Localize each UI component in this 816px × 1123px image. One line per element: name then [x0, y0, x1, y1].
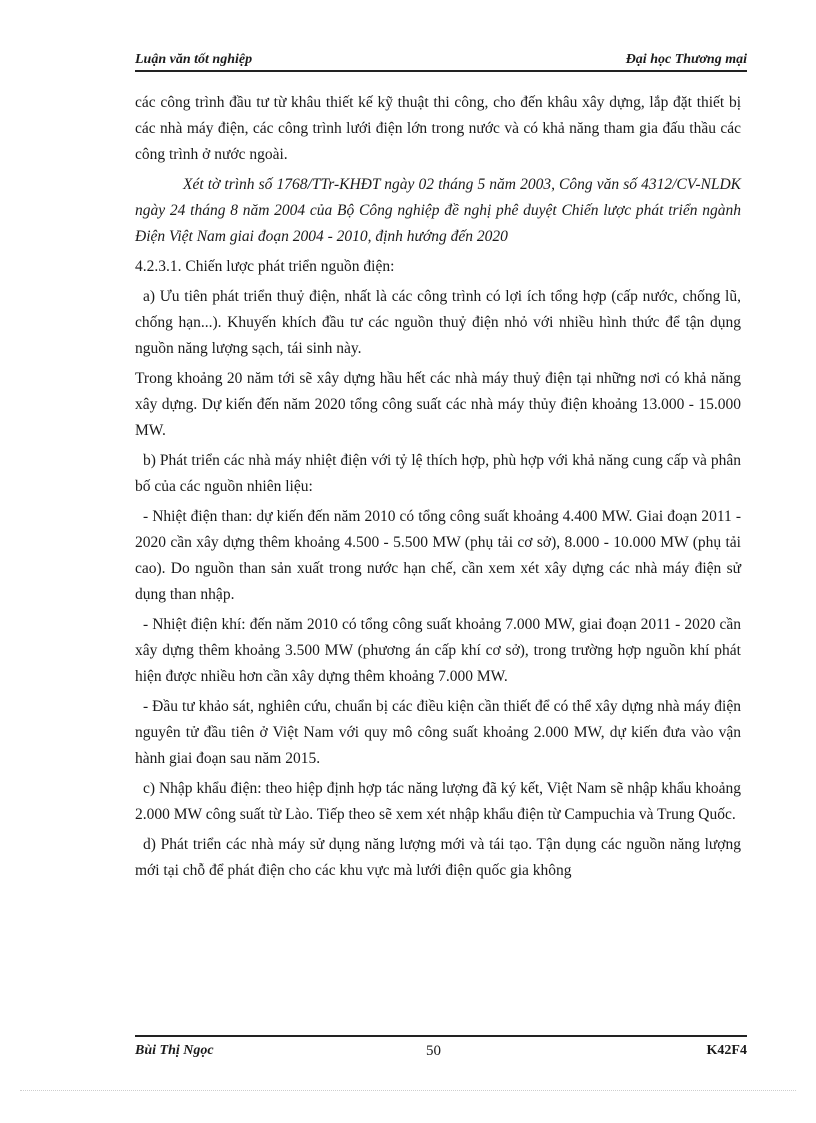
section-heading-4-2-3-1: 4.2.3.1. Chiến lược phát triển nguồn điện: [135, 258, 395, 275]
page-header [135, 50, 747, 72]
page-footer [135, 1035, 747, 1059]
paragraph-intro-continuation: các công trình đầu tư từ khâu thiết kế kỹ thuật thi công, cho đến khâu xây dựng, lắp đặt thiết bị các nhà máy điện, các công trình lưới điện lớn trong nước và có khả năng tham gia đấu thầu các công trình ở nước ngoài. [135, 94, 741, 163]
paragraph-nuclear: - Đầu tư khảo sát, nghiên cứu, chuẩn bị các điều kiện cần thiết để có thể xây dựng nhà máy điện nguyên tử đầu tiên ở Việt Nam với quy mô công suất khoảng 2.000 MW, dự kiến đưa vào vận hành giai đoạn sau năm 2015. [135, 698, 741, 767]
footer-class-code: K42F4 [706, 1043, 747, 1058]
paragraph-item-d: d) Phát triển các nhà máy sử dụng năng lượng mới và tái tạo. Tận dụng các nguồn năng lượng mới tại chỗ để phát điện cho các khu vực mà lưới điện quốc gia không [135, 836, 741, 879]
paragraph-item-a: a) Ưu tiên phát triển thuỷ điện, nhất là các công trình có lợi ích tổng hợp (cấp nước, chống lũ, chống hạn...). Khuyến khích đầu tư các nguồn thuỷ điện nhỏ với nhiều hình thức để tận dụng nguồn năng lượng sạch, tái sinh này. [135, 288, 741, 357]
paragraph-item-c: c) Nhập khẩu điện: theo hiệp định hợp tác năng lượng đã ký kết, Việt Nam sẽ nhập khẩu khoảng 2.000 MW công suất từ Lào. Tiếp theo sẽ xem xét nhập khẩu điện từ Campuchia và Trung Quốc. [135, 780, 741, 823]
paragraph-item-b: b) Phát triển các nhà máy nhiệt điện với tỷ lệ thích hợp, phù hợp với khả năng cung cấp và phân bố của các nguồn nhiên liệu: [135, 452, 741, 495]
document-body [135, 90, 741, 888]
header-thesis-title: Luận văn tốt nghiệp [135, 52, 253, 67]
paragraph-gas-thermal: - Nhiệt điện khí: đến năm 2010 có tổng công suất khoảng 7.000 MW, giai đoạn 2011 - 2020 cần xây dựng thêm khoảng 3.500 MW (phương án cấp khí cơ sở), trong trường hợp nguồn khí phát hiện được nhiều hơn cần xây dựng thêm khoảng 7.000 MW. [135, 616, 741, 685]
paragraph-coal-thermal: - Nhiệt điện than: dự kiến đến năm 2010 có tổng công suất khoảng 4.400 MW. Giai đoạn 2011 - 2020 cần xây dựng thêm khoảng 4.500 - 5.500 MW (phụ tải cơ sở), 8.000 - 10.000 MW (phụ tải cao). Do nguồn than sản xuất trong nước hạn chế, cần xem xét xây dựng các nhà máy điện sử dụng than nhập. [135, 508, 741, 603]
footer-author: Bùi Thị Ngọc [135, 1043, 214, 1058]
page-number: 50 [426, 1043, 441, 1059]
header-university: Đại học Thương mại [625, 52, 747, 67]
paragraph-decree-reference: Xét tờ trình số 1768/TTr-KHĐT ngày 02 tháng 5 năm 2003, Công văn số 4312/CV-NLDK ngày 24 tháng 8 năm 2004 của Bộ Công nghiệp đề nghị phê duyệt Chiến lược phát triển ngành Điện Việt Nam giai đoạn 2004 - 2010, định hướng đến 2020 [135, 176, 741, 245]
page-bottom-divider [20, 1090, 796, 1091]
paragraph-hydro-plan: Trong khoảng 20 năm tới sẽ xây dựng hầu hết các nhà máy thuỷ điện tại những nơi có khả năng xây dựng. Dự kiến đến năm 2020 tổng công suất các nhà máy thủy điện khoảng 13.000 - 15.000 MW. [135, 370, 741, 439]
